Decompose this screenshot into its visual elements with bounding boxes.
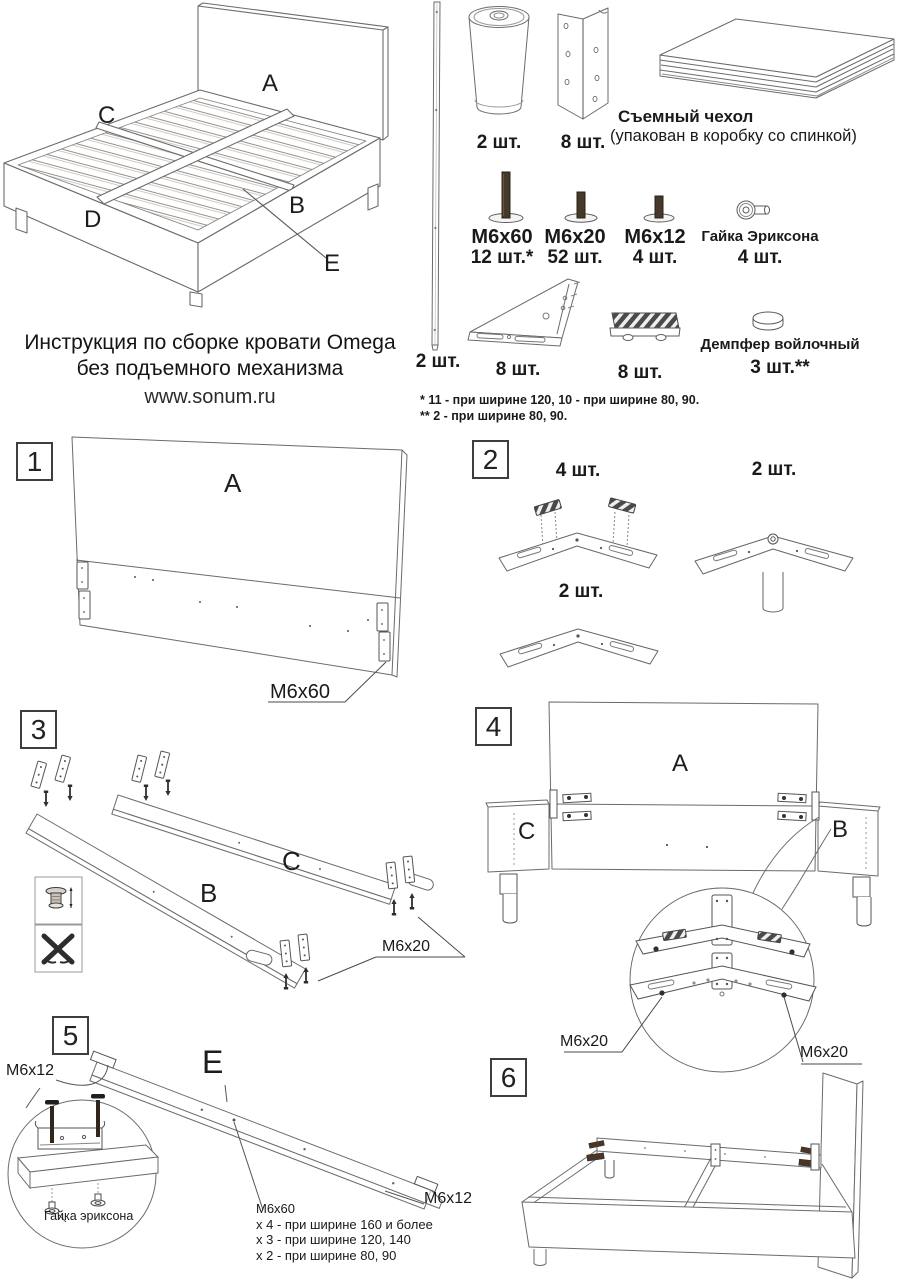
footnote-1: * 11 - при ширине 120, 10 - при ширине 80, 90. [420, 393, 700, 407]
step-5-number: 5 [52, 1016, 89, 1055]
step-5-note-line-1: x 4 - при ширине 160 и более [256, 1216, 433, 1232]
erikson-nut-qty: 4 шт. [737, 247, 783, 268]
step-4-number: 4 [475, 707, 512, 746]
leg-qty: 2 шт. [476, 132, 522, 153]
step-6-number: 6 [490, 1058, 527, 1097]
bolt-m6x60-name: M6x60 [471, 226, 533, 248]
cover-title: Съемный чехол [618, 107, 754, 126]
step-2-qty-plain: 2 шт. [558, 581, 604, 602]
bed-leg-icon [466, 4, 532, 130]
corner-bracket-icon [460, 272, 594, 352]
step-5-bolt-note [256, 1201, 433, 1263]
velcro-pad-qty: 8 шт. [617, 362, 663, 383]
bolt-m6x60-qty: 12 шт.* [470, 247, 534, 268]
step-6-drawing [505, 1060, 900, 1280]
overview-label-center-rail: E [324, 250, 341, 277]
bolt-m6x12-name: M6x12 [624, 226, 686, 248]
step-2-qty-leg: 2 шт. [751, 459, 797, 480]
title-line-2: без подъемного механизма [76, 357, 344, 380]
step-3-label-rail-c: C [282, 846, 301, 876]
step-5-label-center-rail: E [202, 1044, 224, 1080]
step-2-number: 2 [472, 440, 509, 479]
overview-label-footboard: D [84, 206, 102, 233]
bolt-m6x12-qty: 4 шт. [632, 247, 678, 268]
title-line-1: Инструкция по сборке кровати Omega [24, 331, 396, 354]
step-5-callout-bolt-left: M6x12 [6, 1062, 55, 1079]
angle-bracket-qty: 8 шт. [560, 132, 606, 153]
angle-bracket-icon [552, 2, 614, 128]
website-link: www.sonum.ru [144, 386, 276, 408]
cover-icon [656, 14, 898, 118]
step-5-note-line-2: x 3 - при ширине 120, 140 [256, 1232, 411, 1247]
erikson-nut-icon [735, 198, 777, 222]
step-1-callout-bolt: M6x60 [270, 681, 331, 703]
footnote-2: ** 2 - при ширине 80, 90. [420, 409, 568, 423]
step-2-drawing [478, 486, 900, 672]
overview-label-rail-c: C [98, 102, 116, 129]
step-2-qty-pads: 4 шт. [555, 460, 601, 481]
step-4-label-rail-b: B [832, 816, 849, 843]
overview-label-headboard: A [262, 70, 279, 97]
bolt-m6x20-qty: 52 шт. [547, 247, 603, 268]
bolt-m6x20-name: M6x20 [544, 226, 606, 248]
velcro-pad-icon [606, 310, 684, 348]
cover-caption [610, 107, 900, 146]
step-3-callout-bolt: M6x20 [382, 938, 431, 955]
overview-bed-drawing [0, 0, 420, 312]
document-title [0, 330, 420, 382]
cover-note: (упакован в коробку со спинкой) [610, 127, 857, 145]
felt-damper-name: Демпфер войлочный [700, 336, 860, 353]
step-5-note-line-3: x 2 - при ширине 80, 90 [256, 1247, 397, 1263]
step-3-label-rail-b: B [200, 878, 218, 908]
bolt-m6x20-icon [557, 190, 605, 226]
felt-damper-qty: 3 шт.** [750, 357, 810, 378]
step-5-nut-label: Гайка эриксона [44, 1209, 134, 1223]
overview-label-rail-b: B [289, 192, 306, 219]
step-3-number: 3 [20, 710, 57, 749]
step-4-callout-bolt-right: M6x20 [800, 1044, 849, 1061]
step-5-callout-bolt-right: M6x12 [424, 1190, 473, 1207]
batten-qty: 2 шт. [415, 351, 461, 372]
bolt-m6x60-icon [482, 170, 530, 226]
step-4-callout-bolt-left: M6x20 [560, 1033, 609, 1050]
erikson-nut-name: Гайка Эриксона [701, 228, 819, 245]
batten-strip-icon [424, 0, 450, 352]
step-3-drawing [18, 745, 465, 1005]
felt-damper-icon [750, 308, 786, 336]
step-1-number: 1 [16, 442, 53, 481]
step-4-label-rail-c: C [518, 818, 536, 845]
step-1-label-headboard: A [224, 468, 242, 498]
corner-bracket-qty: 8 шт. [495, 359, 541, 380]
step-4-label-headboard: A [672, 750, 689, 777]
bolt-m6x12-icon [635, 194, 683, 226]
step-5-note-title: M6x60 [256, 1201, 296, 1216]
